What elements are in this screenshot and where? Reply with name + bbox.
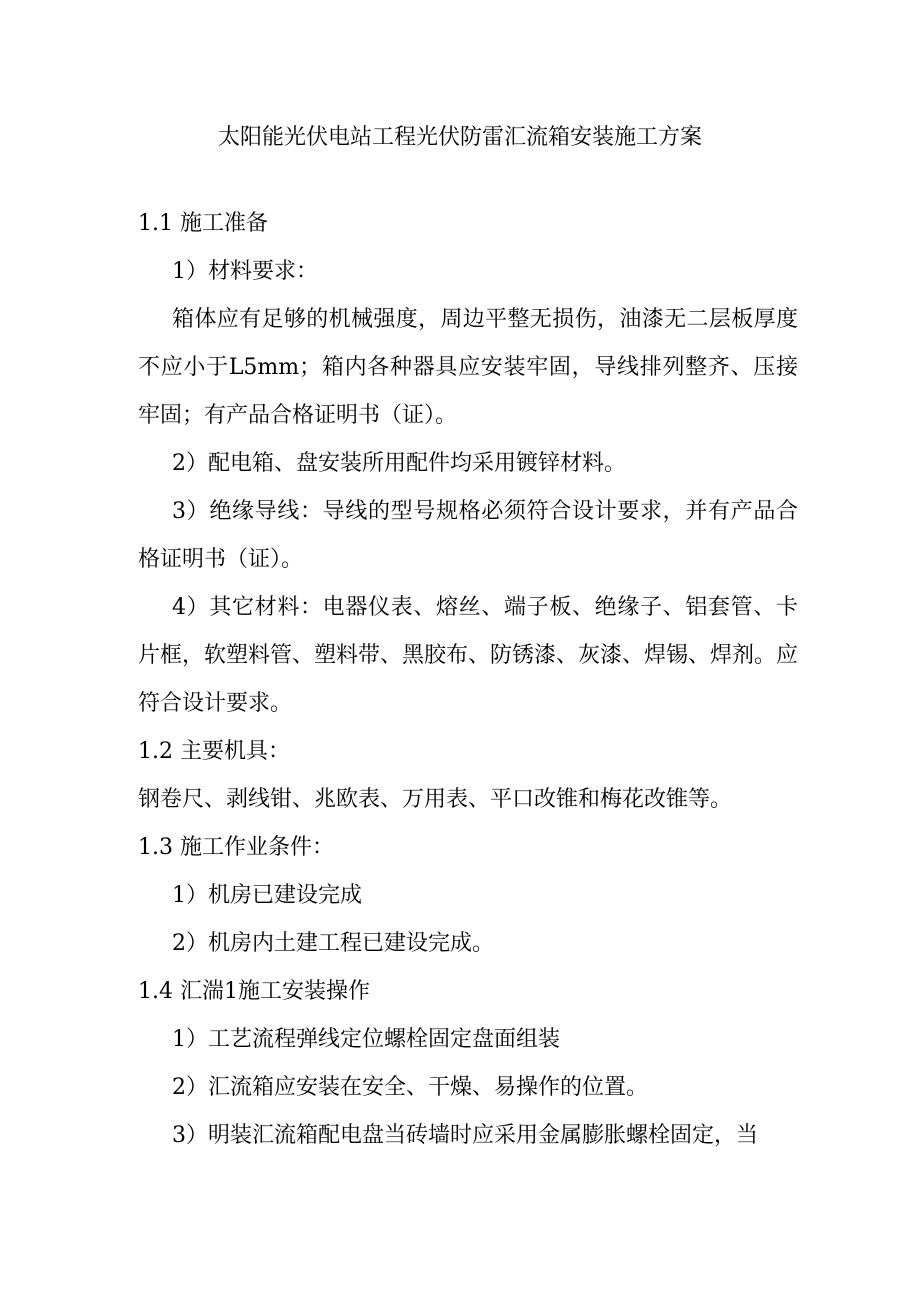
paragraph: 箱体应有足够的机械强度，周边平整无损伤，油漆无二层板厚度不应小于L5mm；箱内各种器具应安装牢固，导线排列整齐、压接牢固；有产品合格证明书（证）。 [138, 307, 798, 428]
paragraph: 3）绝缘导线：导线的型号规格必须符合设计要求，并有产品合格证明书（证）。 [138, 499, 798, 572]
list-item: 3）明装汇流箱配电盘当砖墙时应采用金属膨胀螺栓固定，当 [172, 1123, 758, 1148]
section-heading: 1.4 汇湍1施工安装操作 [138, 979, 370, 1004]
document-body [138, 200, 798, 1160]
section-heading: 1.2 主要机具： [138, 739, 290, 764]
list-item: 1）机房已建设完成 [172, 883, 362, 908]
document-title: 太阳能光伏电站工程光伏防雷汇流箱安装施工方案 [217, 125, 702, 150]
section-heading: 1.3 施工作业条件： [138, 835, 334, 860]
list-item: 1）工艺流程弹线定位螺栓固定盘面组装 [172, 1027, 560, 1052]
list-item: 1）材料要求： [172, 259, 318, 284]
section-heading: 1.1 施工准备 [138, 211, 268, 236]
list-item: 2）机房内土建工程已建设完成。 [172, 931, 494, 956]
list-item: 2）配电箱、盘安装所用配件均采用镀锌材料。 [172, 451, 626, 476]
paragraph: 4）其它材料：电器仪表、熔丝、端子板、绝缘子、铝套管、卡片框，软塑料管、塑料带、黑胶布、防锈漆、灰漆、焊锡、焊剂。应符合设计要求。 [138, 595, 799, 716]
list-item: 2）汇流箱应安装在安全、干燥、易操作的位置。 [172, 1075, 648, 1100]
paragraph: 钢卷尺、剥线钳、兆欧表、万用表、平口改锥和梅花改锥等。 [138, 787, 733, 812]
